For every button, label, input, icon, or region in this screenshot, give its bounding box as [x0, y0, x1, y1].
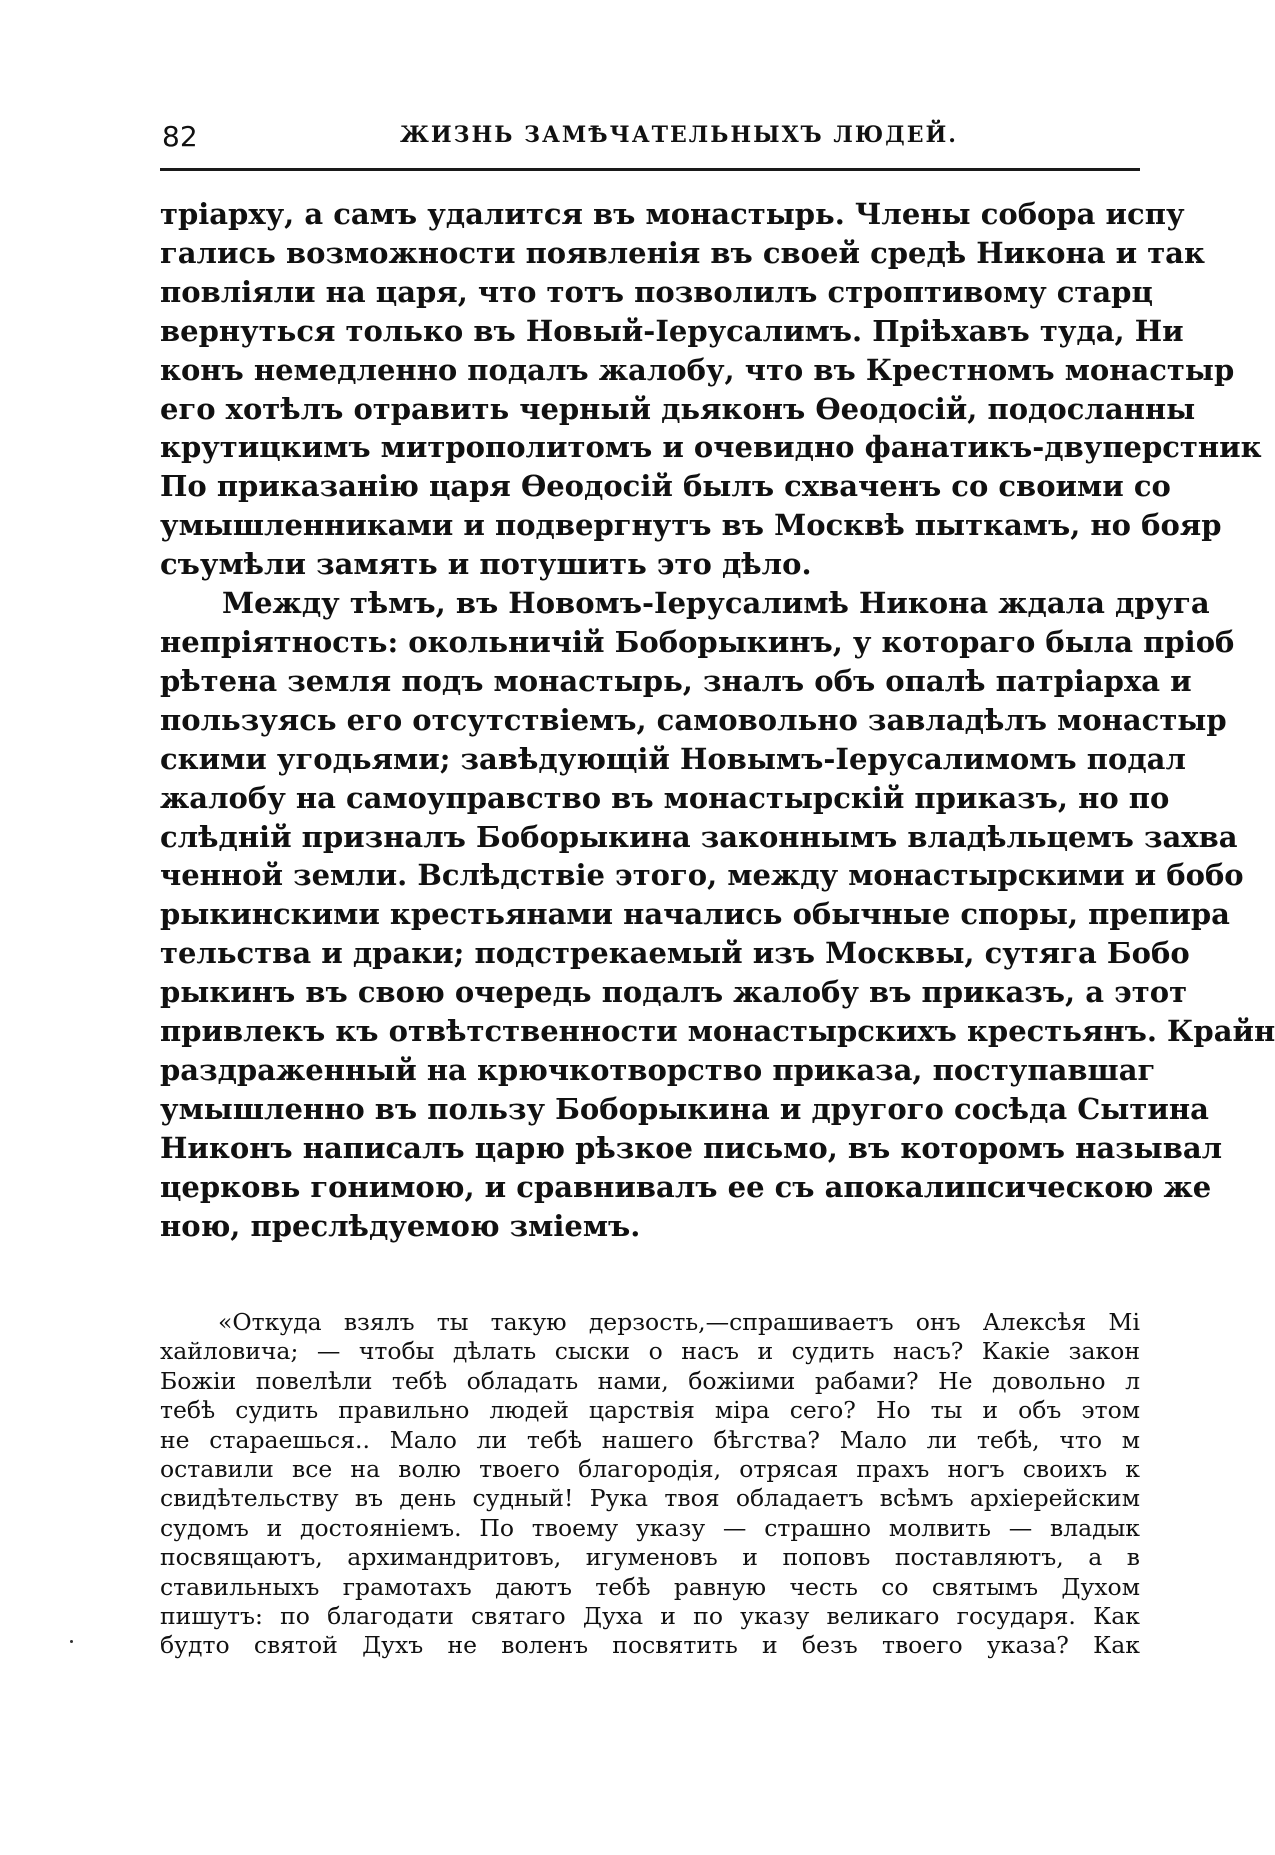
- text-line: церковь гонимою, и сравнивалъ ее съ апокалипсическою же: [160, 1169, 1212, 1204]
- text-line: рѣтена земля подъ монастырь, зналъ объ опалѣ патріарха и: [160, 663, 1192, 698]
- page-number: 82: [162, 120, 198, 153]
- main-text: [160, 195, 1275, 1245]
- text-line: пользуясь его отсутствіемъ, самовольно завладѣлъ монастыр: [160, 702, 1227, 737]
- header-rule: [160, 168, 1140, 171]
- text-line: умышленно въ пользу Боборыкина и другого сосѣда Сытина: [160, 1091, 1209, 1126]
- text-line: конъ немедленно подалъ жалобу, что въ Крестномъ монастыр: [160, 352, 1235, 387]
- text-line: повліяли на царя, что тотъ позволилъ строптивому старц: [160, 274, 1153, 309]
- text-line: тельства и драки; подстрекаемый изъ Москвы, сутяга Бобо: [160, 936, 1190, 971]
- quote-line: Божіи повелѣли тебѣ обладать нами, божіими рабами? Не довольно л: [160, 1366, 1140, 1395]
- quote-start-line: «Откуда взялъ ты такую дерзость,—спрашиваетъ онъ Алексѣя Мі: [218, 1308, 1140, 1336]
- ink-speck: [70, 1640, 73, 1643]
- quote-line: будто святой Духъ не воленъ посвятить и безъ твоего указа? Как: [160, 1631, 1140, 1660]
- page-header: [160, 120, 1140, 160]
- text-line: скими угодьями; завѣдующій Новымъ-Іерусалимомъ подал: [160, 741, 1186, 776]
- quote-line: судомъ и достояніемъ. По твоему указу — страшно молвить — владык: [160, 1513, 1140, 1542]
- text-line: рыкинъ въ свою очередь подалъ жалобу въ приказъ, а этот: [160, 975, 1188, 1010]
- quote-line: тебѣ судить правильно людей царствія міра сего? Но ты и объ этом: [160, 1396, 1140, 1425]
- text-line: ною, преслѣдуемою зміемъ.: [160, 1208, 641, 1243]
- text-line: гались возможности появленія въ своей средѣ Никона и так: [160, 235, 1205, 270]
- text-line: жалобу на самоуправство въ монастырскій приказъ, но по: [160, 780, 1170, 815]
- text-line: вернуться только въ Новый-Іерусалимъ. Пріѣхавъ туда, Ни: [160, 313, 1184, 348]
- text-line: непріятность: окольничій Боборыкинъ, у котораго была пріоб: [160, 624, 1235, 659]
- text-line: ченной земли. Вслѣдствіе этого, между монастырскими и бобо: [160, 858, 1244, 893]
- text-line: рыкинскими крестьянами начались обычные споры, препира: [160, 897, 1230, 932]
- quote-line: посвящаютъ, архимандритовъ, игуменовъ и поповъ поставляютъ, а в: [160, 1543, 1140, 1572]
- text-line: его хотѣлъ отравить черный дьяконъ Ѳеодосій, подосланны: [160, 391, 1196, 426]
- text-line: привлекъ къ отвѣтственности монастырскихъ крестьянъ. Крайн: [160, 1014, 1275, 1049]
- text-line: раздраженный на крючкотворство приказа, поступавшаг: [160, 1052, 1156, 1087]
- quote-line: свидѣтельству въ день судный! Рука твоя обладаетъ всѣмъ архіерейским: [160, 1484, 1140, 1513]
- quote-line: пишутъ: по благодати святаго Духа и по указу великаго государя. Как: [160, 1602, 1140, 1631]
- text-line: Никонъ написалъ царю рѣзкое письмо, въ которомъ называл: [160, 1130, 1223, 1165]
- text-line: тріарху, а самъ удалится въ монастырь. Члены собора испу: [160, 197, 1185, 231]
- quote-line: не стараешься.. Мало ли тебѣ нашего бѣгства? Мало ли тебѣ, что м: [160, 1425, 1140, 1454]
- quote-line: хайловича; — чтобы дѣлать сыски о насъ и судить насъ? Какіе закон: [160, 1337, 1140, 1366]
- text-line: съумѣли замять и потушить это дѣло.: [160, 547, 812, 582]
- quote-line: оставили все на волю твоего благородія, отрясая прахъ ногъ своихъ к: [160, 1455, 1140, 1484]
- quoted-letter: [160, 1308, 1140, 1661]
- text-line: По приказанію царя Ѳеодосій былъ схваченъ со своими со: [160, 469, 1171, 504]
- text-line: умышленниками и подвергнутъ въ Москвѣ пыткамъ, но бояр: [160, 508, 1222, 543]
- paragraph-start-line: Между тѣмъ, въ Новомъ-Іерусалимѣ Никона ждала друга: [222, 586, 1210, 621]
- text-line: слѣдній призналъ Боборыкина законнымъ владѣльцемъ захва: [160, 819, 1238, 854]
- quote-line: ставильныхъ грамотахъ даютъ тебѣ равную честь со святымъ Духом: [160, 1572, 1140, 1601]
- running-title: ЖИЗНЬ ЗАМѢЧАТЕЛЬНЫХЪ ЛЮДЕЙ.: [400, 122, 958, 148]
- text-line: крутицкимъ митрополитомъ и очевидно фанатикъ-двуперстник: [160, 430, 1262, 465]
